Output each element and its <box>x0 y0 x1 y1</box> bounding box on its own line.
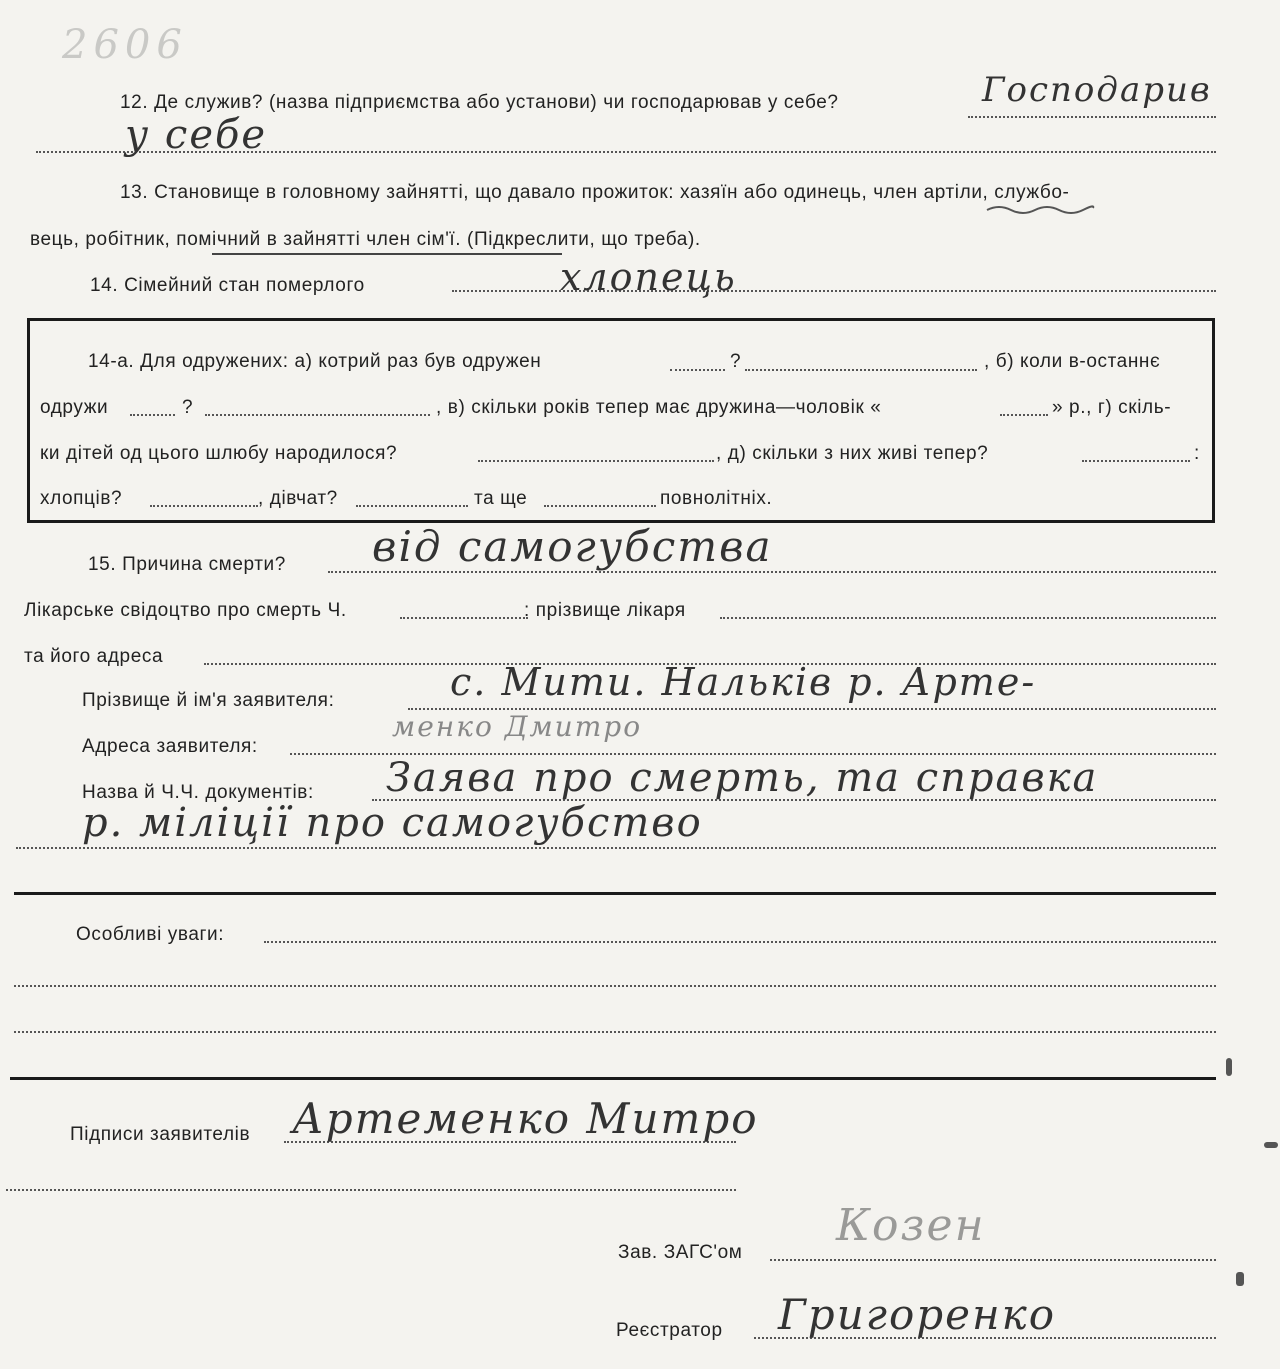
q12-answer-line[interactable] <box>968 116 1216 118</box>
doctor-surname-field[interactable] <box>720 617 1216 619</box>
registrar-label: Реєстратор <box>616 1320 723 1341</box>
q15-answer-line[interactable] <box>328 571 1216 573</box>
q14a-line-4b: , дівчат? <box>258 488 338 509</box>
q14a-line-2q: ? <box>182 397 194 418</box>
doctor-address-label: та його адреса <box>24 646 164 667</box>
applicant-name-handwriting-2: менко Дмитро <box>392 710 643 743</box>
q14a-spouse-age-field[interactable] <box>1000 414 1048 416</box>
documents-label: Назва й Ч.Ч. документів: <box>82 782 314 803</box>
q12-answer-handwriting-2: у себе <box>125 112 268 158</box>
q14a-times-married-field-2[interactable] <box>745 369 977 371</box>
applicant-name-label: Прізвище й ім'я заявителя: <box>82 690 335 711</box>
q14a-last-married-field-2[interactable] <box>205 414 430 416</box>
q14a-line-2a: одружи <box>40 397 109 418</box>
applicants-signature-label: Підписи заявителів <box>70 1124 251 1145</box>
q14a-line-2c: » р., г) скіль- <box>1052 397 1172 418</box>
q14a-line-4a: хлопців? <box>40 488 123 509</box>
q14-answer-handwriting: хлопець <box>560 255 737 299</box>
q14a-line-1b: , б) коли в-останнє <box>984 351 1161 372</box>
edge-mark-1 <box>1226 1058 1232 1076</box>
q14a-times-married-field[interactable] <box>670 369 725 371</box>
doctor-cert-number-field[interactable] <box>400 617 528 619</box>
married-section-box <box>27 318 1215 523</box>
q14a-line-3a: ки дітей од цього шлюбу народилося? <box>40 443 398 464</box>
q13-underline-artel <box>985 204 1095 218</box>
q14a-girls-field[interactable] <box>356 505 468 507</box>
documents-handwriting-2: р. міліції про самогубство <box>82 800 703 846</box>
q14a-line-2b: , в) скільки років тепер має дружина—чоловік « <box>436 397 882 418</box>
q13-line-1: 13. Становище в головному зайнятті, що давало прожиток: хазяїн або одинець, член артіли, службо- <box>120 182 1070 203</box>
edge-mark-2 <box>1264 1142 1278 1148</box>
remarks-field-2[interactable] <box>14 985 1216 987</box>
q14a-line-4d: повнолітніх. <box>660 488 773 509</box>
remarks-field-1[interactable] <box>264 941 1216 943</box>
applicants-signature-handwriting: Артеменко Митро <box>292 1094 759 1143</box>
edge-mark-3 <box>1236 1272 1244 1286</box>
q14a-children-alive-field[interactable] <box>1082 460 1190 462</box>
q14a-line-3c: : <box>1194 443 1200 464</box>
applicant-name-handwriting-1: с. Мити. Нальків р. Арте- <box>450 660 1037 704</box>
documents-field-2[interactable] <box>16 847 1216 849</box>
q14a-adults-field[interactable] <box>544 505 656 507</box>
corner-archive-number: 2606 <box>62 22 188 68</box>
q14a-boys-field[interactable] <box>150 505 258 507</box>
q12-answer-handwriting-1: Господарив <box>982 70 1212 110</box>
head-registry-signature: Козен <box>836 1200 986 1251</box>
q14a-last-married-field[interactable] <box>130 414 175 416</box>
head-registry-signature-field[interactable] <box>770 1259 1216 1261</box>
q13-line-2: вець, робітник, помічний в зайнятті член сім'ї. (Підкреслити, що треба). <box>30 229 701 250</box>
q14a-line-1q: ? <box>730 351 742 372</box>
doctor-surname-label: : прізвище лікаря <box>524 600 686 621</box>
q14a-children-born-field[interactable] <box>478 460 714 462</box>
q12-label: 12. Де служив? (назва підприємства або установи) чи господарював у себе? <box>120 92 839 113</box>
applicants-signature-field-2[interactable] <box>6 1189 736 1191</box>
remarks-field-3[interactable] <box>14 1031 1216 1033</box>
q14a-line-3b: , д) скільки з них живі тепер? <box>716 443 989 464</box>
section-divider-1 <box>14 892 1216 895</box>
documents-handwriting-1: Заява про смерть, та справка <box>386 755 1099 801</box>
q14-label: 14. Сімейний стан померлого <box>90 275 365 296</box>
q14a-line-1a: 14-а. Для одружених: а) котрий раз був одружен <box>88 351 542 372</box>
q14a-line-4c: та ще <box>474 488 528 509</box>
registrar-signature: Григоренко <box>778 1290 1057 1339</box>
head-registry-label: Зав. ЗАГС'ом <box>618 1242 743 1263</box>
q15-label: 15. Причина смерти? <box>88 554 286 575</box>
q13-underline-family-helper <box>212 253 562 255</box>
applicant-address-label: Адреса заявителя: <box>82 736 258 757</box>
doctor-cert-label: Лікарське свідоцтво про смерть Ч. <box>24 600 347 621</box>
section-divider-2 <box>10 1077 1216 1080</box>
remarks-label: Особливі уваги: <box>76 924 225 945</box>
q15-answer-handwriting: від самогубства <box>372 522 773 571</box>
